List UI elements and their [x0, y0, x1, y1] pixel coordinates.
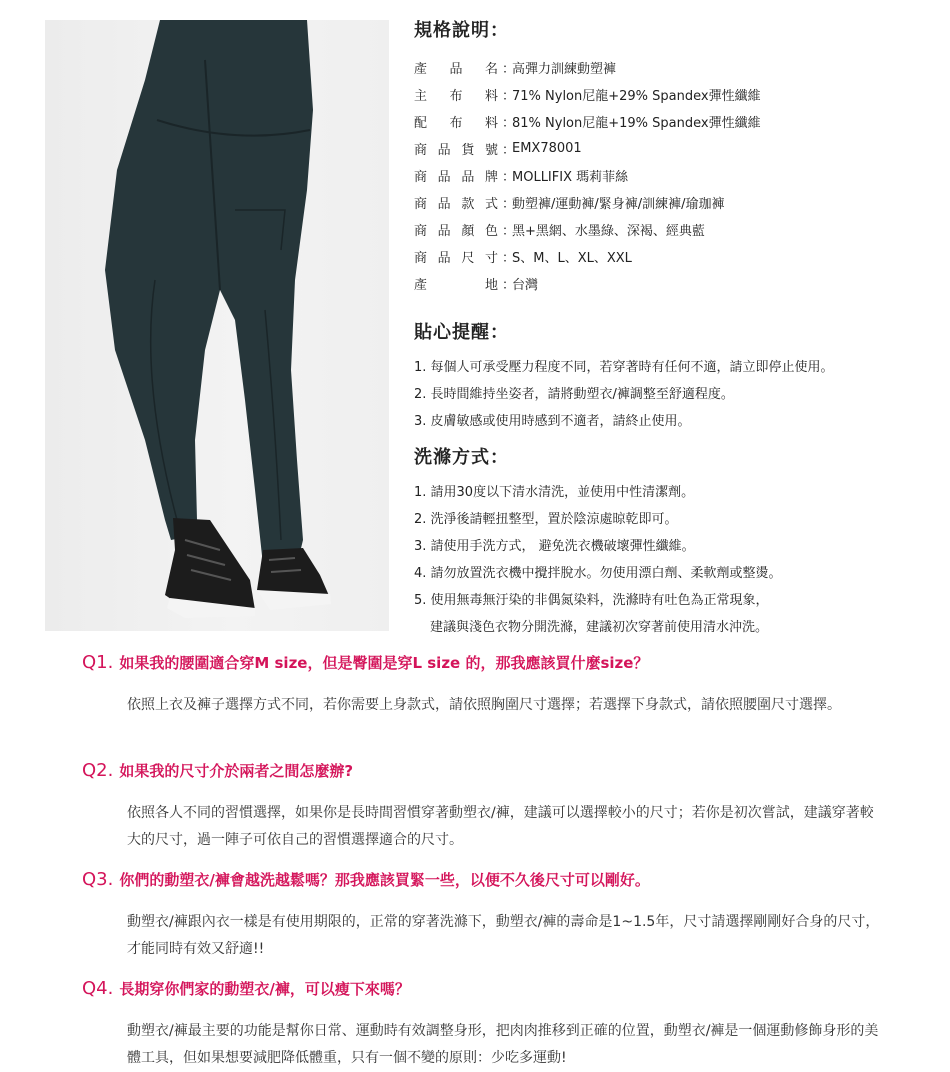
spec-label-char: 品 — [449, 62, 463, 77]
spec-label-char: 布 — [449, 116, 463, 131]
spec-label-char: 品 — [437, 143, 451, 158]
spec-label-char: 品 — [437, 197, 451, 212]
spec-row — [414, 189, 934, 216]
spec-label-char: 料 — [484, 116, 498, 131]
spec-label — [414, 112, 502, 131]
spec-label-char: 名 — [484, 62, 498, 77]
faq-answer: 依照上衣及褲子選擇方式不同，若你需要上身款式，請依照胸圍尺寸選擇；若選擇下身款式，請依照腰圍尺寸選擇。 — [127, 697, 841, 713]
faq-question — [82, 869, 882, 895]
wash-item: 5. 使用無毒無汙染的非偶氮染料，洗滌時有吐色為正常現象， — [414, 593, 769, 608]
spec-label-char: 布 — [449, 89, 463, 104]
leggings-illustration — [45, 20, 389, 631]
spec-value: EMX78001 — [512, 141, 582, 156]
spec-label-char: 式 — [484, 197, 498, 212]
faq-number: Q2. — [82, 760, 114, 781]
spec-label-char: 顏 — [461, 224, 475, 239]
spec-row — [414, 54, 934, 81]
spec-title: 規格說明： — [414, 20, 509, 41]
spec-value: 黑+黑網、水墨綠、深褐、經典藍 — [512, 224, 705, 239]
wash-item: 3. 請使用手洗方式， 避免洗衣機破壞彈性纖維。 — [414, 539, 695, 554]
spec-label — [414, 85, 502, 104]
spec-row — [414, 243, 934, 270]
spec-row — [414, 162, 934, 189]
spec-label-char: 料 — [484, 89, 498, 104]
spec-label — [414, 274, 502, 293]
faq-number: Q3. — [82, 869, 114, 890]
spec-label — [414, 166, 502, 185]
spec-label-char: 品 — [437, 224, 451, 239]
tips-section — [414, 318, 934, 435]
tips-item: 3. 皮膚敏感或使用時感到不適者，請終止使用。 — [414, 414, 691, 429]
spec-label-char: 款 — [461, 197, 475, 212]
spec-label-char: 產 — [414, 278, 428, 293]
tips-list — [414, 354, 934, 435]
spec-label-char: 主 — [414, 89, 428, 104]
spec-separator: ： — [502, 197, 516, 212]
spec-label-char: 品 — [461, 170, 475, 185]
spec-row — [414, 216, 934, 243]
wash-item: 1. 請用30度以下清水清洗，並使用中性清潔劑。 — [414, 485, 695, 500]
spec-label-char: 尺 — [461, 251, 475, 266]
spec-label — [414, 58, 502, 77]
spec-label-char: 商 — [414, 197, 428, 212]
faq-answer: 動塑衣/褲最主要的功能是幫你日常、運動時有效調整身形，把肉肉推移到正確的位置，動塑衣/褲是一個運動修飾身形的美體工具，但如果想要減肥降低體重，只有一個不變的原則：少吃多運動! — [127, 1023, 879, 1066]
spec-value: S、M、L、XL、XXL — [512, 251, 632, 266]
faq-item-2 — [82, 760, 882, 854]
faq-question-text: 如果我的腰圍適合穿M size，但是臀圍是穿L size 的，那我應該買什麼size？ — [119, 654, 649, 672]
spec-label — [414, 193, 502, 212]
faq-question — [82, 652, 882, 678]
faq-question — [82, 978, 882, 1004]
spec-separator: ： — [502, 251, 516, 266]
wash-item-continuation — [414, 614, 934, 641]
spec-list — [414, 54, 934, 297]
spec-label-char: 貨 — [461, 143, 475, 158]
spec-row — [414, 81, 934, 108]
spec-label-char: 商 — [414, 143, 428, 158]
spec-row — [414, 108, 934, 135]
spec-separator: ： — [502, 170, 516, 185]
wash-section — [414, 443, 934, 641]
wash-list — [414, 479, 934, 641]
spec-label-char: 寸 — [484, 251, 498, 266]
spec-label-char: 商 — [414, 170, 428, 185]
spec-value: 台灣 — [512, 278, 539, 293]
spec-label — [414, 139, 502, 158]
faq-item-4 — [82, 978, 882, 1072]
spec-row — [414, 135, 934, 162]
spec-value: 動塑褲/運動褲/緊身褲/訓練褲/瑜珈褲 — [512, 197, 725, 212]
spec-value: MOLLIFIX 瑪莉菲絲 — [512, 170, 629, 185]
spec-label-char: 色 — [484, 224, 498, 239]
faq-question-text: 長期穿你們家的動塑衣/褲，可以瘦下來嗎？ — [119, 980, 410, 998]
spec-label-char: 品 — [437, 251, 451, 266]
spec-label-char: 牌 — [484, 170, 498, 185]
wash-item: 2. 洗淨後請輕扭整型，置於陰涼處晾乾即可。 — [414, 512, 678, 527]
faq-item-1 — [82, 652, 882, 719]
spec-separator: ： — [502, 278, 516, 293]
spec-value: 81% Nylon尼龍+19% Spandex彈性纖維 — [512, 116, 761, 131]
spec-label-char: 品 — [437, 170, 451, 185]
spec-section — [414, 16, 934, 297]
product-photo — [45, 20, 389, 631]
faq-answer: 動塑衣/褲跟內衣一樣是有使用期限的，正常的穿著洗滌下，動塑衣/褲的壽命是1~1.5年，尺寸請選擇剛剛好合身的尺寸，才能同時有效又舒適!! — [127, 914, 880, 957]
faq-number: Q1. — [82, 652, 114, 673]
wash-item: 4. 請勿放置洗衣機中攪拌脫水。勿使用漂白劑、柔軟劑或整燙。 — [414, 566, 782, 581]
tips-title: 貼心提醒： — [414, 322, 509, 343]
spec-separator: ： — [502, 62, 516, 77]
faq-question-text: 如果我的尺寸介於兩者之間怎麼辦? — [119, 762, 354, 780]
spec-label-char: 配 — [414, 116, 428, 131]
spec-separator: ： — [502, 224, 516, 239]
spec-separator: ： — [502, 116, 516, 131]
spec-value: 71% Nylon尼龍+29% Spandex彈性纖維 — [512, 89, 761, 104]
faq-question — [82, 760, 882, 786]
faq-question-text: 你們的動塑衣/褲會越洗越鬆嗎？那我應該買緊一些，以便不久後尺寸可以剛好。 — [119, 871, 650, 889]
spec-separator: ： — [502, 89, 516, 104]
spec-label-char: 號 — [484, 143, 498, 158]
faq-item-3 — [82, 869, 882, 963]
spec-label-char: 產 — [414, 62, 428, 77]
spec-label-char: 商 — [414, 251, 428, 266]
spec-row — [414, 270, 934, 297]
tips-item: 1. 每個人可承受壓力程度不同，若穿著時有任何不適，請立即停止使用。 — [414, 360, 834, 375]
faq-number: Q4. — [82, 978, 114, 999]
spec-label — [414, 247, 502, 266]
wash-continuation-text: 建議與淺色衣物分開洗滌，建議初次穿著前使用清水沖洗。 — [430, 620, 769, 635]
spec-value: 高彈力訓練動塑褲 — [512, 62, 617, 77]
spec-label-char: 地 — [484, 278, 498, 293]
wash-title: 洗滌方式： — [414, 447, 509, 468]
faq-answer: 依照各人不同的習慣選擇，如果你是長時間習慣穿著動塑衣/褲，建議可以選擇較小的尺寸；若你是初次嘗試，建議穿著較大的尺寸，過一陣子可依自己的習慣選擇適合的尺寸。 — [127, 805, 874, 848]
spec-label — [414, 220, 502, 239]
spec-separator: ： — [502, 143, 516, 158]
spec-label-char: 商 — [414, 224, 428, 239]
tips-item: 2. 長時間維持坐姿者，請將動塑衣/褲調整至舒適程度。 — [414, 387, 734, 402]
